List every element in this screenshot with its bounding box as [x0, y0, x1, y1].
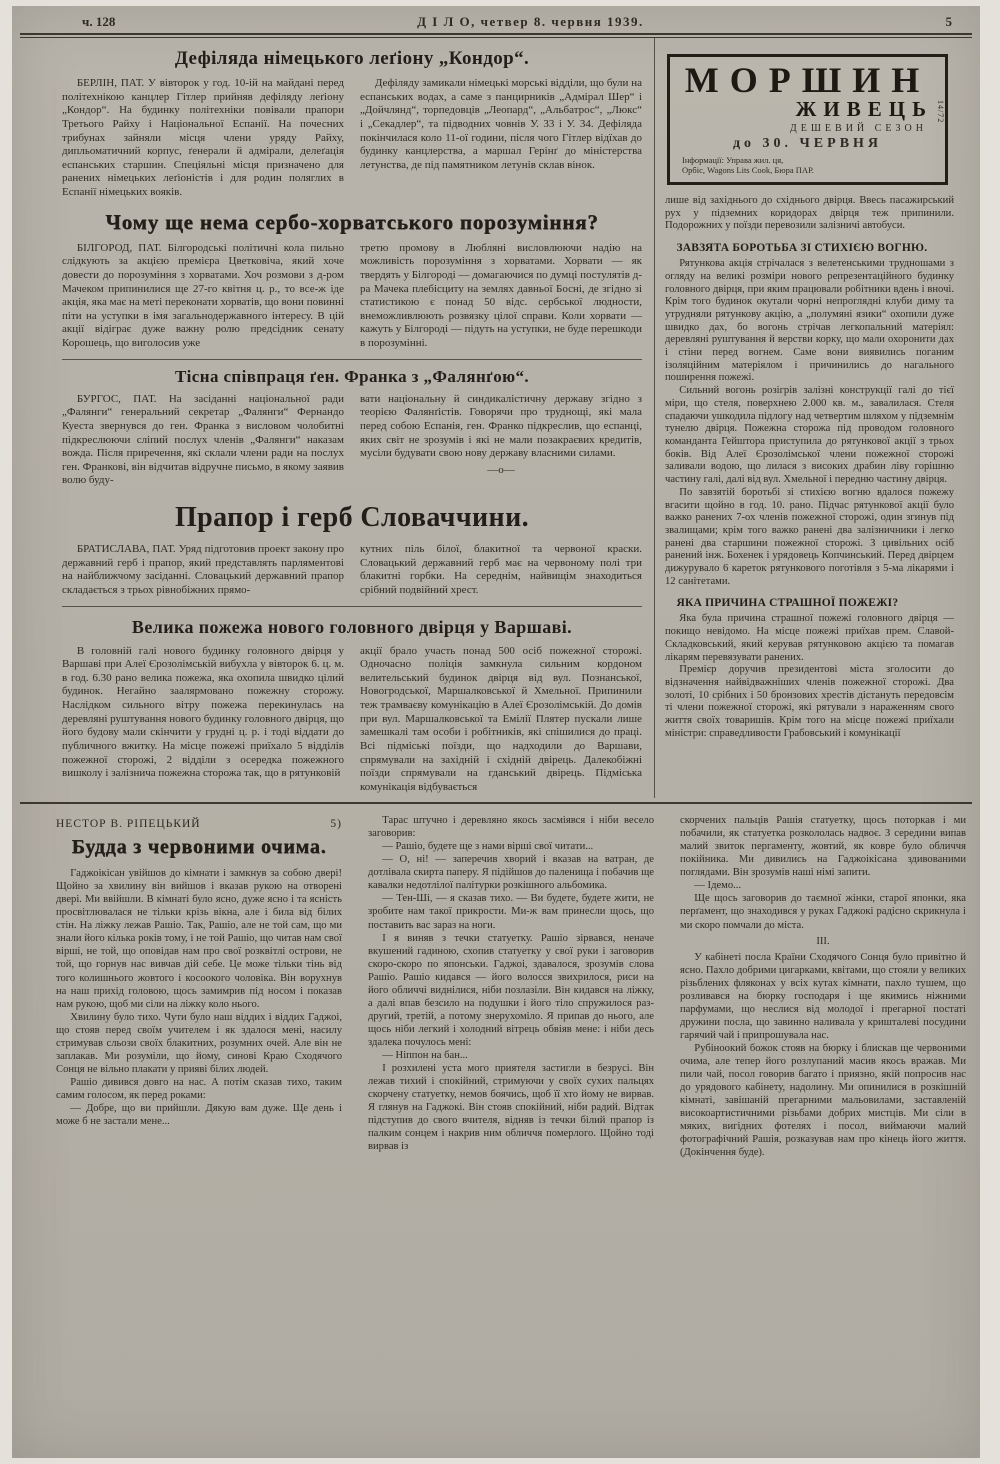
newspaper-page [12, 6, 980, 1458]
story-col3-text: скорчених пальців Рашія статуетку, щось поторкав і ми побачили, як статуетка розкололась надвоє. З середини випав малий звиток пергаменту, жовтий, як ковре було обличчя покійника. Ми дивились на Гаджоікісана здивованими поглядами. Він зрозумів наші німі запити. — Ідемо... Ще щось заговорив до таємної жінки, старої японки, яка перґамент, що знаходився у руках Гаджокі радісно скрикнула і ми скоро помчали до міста. ІІІ. У кабінеті посла Країни Сходячого Сонця було привітно й ясно. Пахло добрими цигарками, квітами, що стояли у великих різьблених фляконах у всіх кутах кімнати, пахло тушем, що розливався на бюрку господаря і ще якимись ніжними парфумами, що неслися від молодої і прегарної постаті дружини посла, що завинно наливала у кришталеві посудини гарячий чай і припрошувала нас. Рубіноокий божок стояв на бюрку і блискав ще червоними очима, але тепер його розлупаний масив якось вражав. Ми пили чай, посол говорив багато і приязно, якій попросив нас до урядового кабінету, надолину. Ми опинилися в розкішній кімнаті, завішаній прегарними мальовилами, заставленій високоартистичними різьбами добрих мистців. Ми сіли в мяких, вигідних фотелях і посол, виймаючи малий фотографічний Рашія, розказував нам про кінець його життя. (Докінчення буде). [680, 815, 966, 1158]
ad-side-number: 14/72 [936, 99, 945, 123]
article-franco [62, 359, 642, 488]
article-serb-croat-col1: БІЛГОРОД, ПАТ. Білгородські політичні кола пильно слідкують за акцією премієра Цветковіча, який хоче довести до порозуміння з хорватами. Хоч розмови з д-ром Мачеком припинилися ще 27-го квітня ц. р., то все-ж іде акція, яка має на меті переконати хорватів, що вони повинні піти на уступки в імя загальнодержавного інтересу. В цій акції відіграє дуже важну ролю предсідник сенату Корошець, що виголосив уже [62, 241, 344, 349]
story-col2 [368, 814, 654, 1158]
article-warsaw-fire-columns [62, 645, 642, 795]
fire-fight-heading: ЗАВЗЯТА БОРОТЬБА ЗІ СТИХІЄЮ ВОГНЮ. [676, 242, 928, 255]
article-slovakia [62, 502, 642, 598]
sidebar-column [654, 38, 960, 798]
article-franco-columns [62, 393, 642, 488]
article-kondor-columns [62, 77, 642, 200]
fire-cause-text: Яка була причина страшної пожежі головного двірця — покищо невідомо. На місце пожежі приїхав прем. Славой-Складковський, який керував рятунковою акцією та помагав лікарям перевязувати ранених. Премієр доручив президентові міста зголосити до відзначення найвідважніших членів пожежної сторожі. Два золоті, 10 срібних і 50 бронзових хрестів дістануть передовсім ті члени пожежної сторожі, які рятували з нараженням свого життя своїх товаришів. Крім того на місце пожежі приїхали міністри: справедливости Грабовський і комунікації [665, 613, 954, 739]
fire-cause-heading: ЯКА ПРИЧИНА СТРАШНОЇ ПОЖЕЖІ? [676, 597, 899, 610]
ad-info-line1: Інформації: Управа жил. ця, [682, 154, 784, 165]
story-title: Будда з червоними очима. [71, 836, 327, 859]
article-warsaw-fire-col1: В головній галі нового будинку головного двірця у Варшаві при Алеї Єрозолімській вибухла у вівторок 6. ц. м. в год. 6.30 рано велика пожежа, яка охопила швидко цілий будинок. Негайно заалярмовано пожежну сторожу. Наслідком сильного вітру пожежа перекинулась на деревляні руштування нового будинку головного двірця, що його будову мали скінчити у грудні ц. р. і тоді віддати до публичного вжитку. На місце пожежі приїхало 5 відділів пожежної сторожі, 2 відділи з осередка пожежного вишколу і залізнича пожежна сторожа так, що в рятунковій [62, 644, 344, 780]
story-col1-text: Гаджоікісан увійшов до кімнати і замкнув за собою двері! Щойно за хвилину він вийшов і вказав рукою на отворені двері. Ми ввійшли. В кімнаті було ясно, дуже ясно і та ясність просвітлювалася не тільки крізь вікна, але і била від білих стін. На ліжку лежав Рашіо. Так, Рашіо, але не той сам, що ми знали його кілька років тому, і не той Рашіо, що читав нам свої вірші, не той, що оповідав нам про свої розквітлі острови, не той, що горнув нас вивчав дій себе. Це може тільки тінь від того колишнього жовтого і косоокого чоловіка. Він ворухнув на наш прихід головою, щось замимрив під носом і показав нам рукою, щоб ми сіли на ліжку коло нього. Хвилину було тихо. Чути було наш віддих і віддих Гаджоі, що стояв перед своїм учителем і як здалося мені, насилу стримував сльози своїх блакитних, розумних очей. Але він не заплакав. Ми розуміли, що йому, синові Краю Сходячого Сонця не вільно плакати у прияві білих людей. Рашіо дивився довго на нас. А потім сказав тихо, таким самим голосом, як перед роками: — Добре, що ви прийшли. Дякую вам дуже. Ще день і може б не застали мене... [56, 868, 342, 1127]
ad-title: МОРШИН [684, 60, 931, 100]
article-franco-headline: Тісна співпраця ґен. Франка з „Фалянґою“. [174, 366, 530, 386]
issue-number: ч. 128 [82, 14, 116, 29]
ad-info-line2: Орбіс, Wagons Lits Cook, Бюра ПАР. [682, 165, 814, 176]
morshyn-advertisement [667, 54, 948, 185]
story-author: НЕСТОР В. РІПЕЦЬКИЙ [56, 818, 201, 831]
ad-subtitle: ЖИВЕЦЬ [795, 96, 933, 121]
article-slovakia-columns [62, 543, 642, 598]
fire-fight-text: Рятункова акція стрічалася з велетенськими трудношами з огляду на великі розміри нового репрезентаційного будинку головного двірця, при яким працювали робітники вдень і вночі. Крім того будинок окутали чорні непроглядні клуби диму та утрудняли рятункову акцію, а „полумяні язики“ охопили дуже швидко дах, бо вогонь стрічав легкопальний матеріял: деревляні руштування й верстви корку, що мали охоронити дах і стіни перед вогнем. Саме вони виявились поганим ізоляційним матеріялом і причинились до нагального поширення пожежі. Сильний вогонь розігрів залізні конструкції галі до тієї міри, що стеля, поверхнею 2.000 кв. м., завалилася. Стеля спадаючи ушкодила підлогу над четвертим шляхом у підземнім тунелю двірця. Пожежна сторожа під проводом головного команданта Гейштора приступила до рятункової акції з трьох боків. Від Алеї Єрозолімської члени пожежної сторожі заливали водою, що лилася з високих драбин ліву горішню частину галі, далі від вул. Хмельної і передню частину двірця. По завзятій боротьбі зі стихією вогню вдалося пожежу вгасити щойно в год. 10. рано. Підчас рятункової акції було важко ранених 7-ох членів пожежної сторожі, один згинув під звалищами; крім того важко ранені два залізничники і легко ранені два старшини пожежної сторожі. З цивільних осіб ранений інж. Бохенек і урядовець Копчинський. Перед двірцем дижурувало 6 кареток рятункового поготівля з 5-ма лікарями і 12 санітетами. [665, 258, 954, 587]
serial-story-section [12, 804, 980, 1158]
story-byline [56, 818, 342, 830]
masthead: Д І Л О, четвер 8. червня 1939. [417, 14, 644, 29]
story-col2-text: Тарас штучно і деревляно якось засміявся і ніби весело заговорив: — Рашіо, будете ще з нами вірші свої читати... — О, ні! — заперечив хворий і вказав на ватран, де дотлівала скирта паперу. Я підійшов до паленища і побачив ще кавалки недотлілої палітурки розкішного альбомика. — Тен-Ші, — я сказав тихо. — Ви будете, будете жити, не зробите нам такої прикрости. Ми-ж вам принесли щось, що поставить вас зараз на ноги. І я виняв з течки статуетку. Рашіо зірвався, неначе вкушений гадиною, схопив статуетку у свої руки і заговорив скоро-скоро по японськи. Гаджоі, здавалося, зрозумів слова Рашіо. Рашіо кидався — його волосся звихрилося, риси на його обличчі виднілися, ніби позлазіли. Він кидався на ліжку, а далі впав безсило на подушки і його тіло спружилося раз-другий, третій, а потому знерухоміло. Я припав до нього, але щось ніби легкий і холодний вітрець обвіяв мене: і ніби десь здалека почулось мені: — Ніппон на бан... І розхилені уста мого приятеля застигли в безрусі. Він лежав тихий і спокійний, стримуючи у своїх сухих пальцях скорчену статуетку, немов боячись, щоб її хто йому не вирвав. Я глянув на Гаджокі. Він стояв спокійний, ніби радий. Відтак підступив до свого вчителя, відняв із течки білий прапор із палким сонцем і накрив ним обличчя померлого. Щойно тоді вирвав із [368, 815, 654, 1152]
article-franco-col1: БУРГОС, ПАТ. На засіданні національної ради „Фалянги“ генеральний секретар „Фалянги“ Фернандо Куеста звернувся до ген. Франка з висловом чолобитні підкреслюючи сліпий послух членів „Фалянги“ наказам вожда. Після приречення, які склали члени ради на послух ген. Франкові, він відчитав відручне письмо, в якому заявив волю буду- [62, 392, 344, 487]
story-col3 [680, 814, 966, 1158]
article-warsaw-fire-col2: акції брало участь понад 500 осіб пожежної сторожі. Одночасно поліція замкнула сильним кордоном велительський будинок двірця від вул. Познанської, Новогродської, Маршалковської й Хмельної. Припинили теж трамваєву комунікацію в Алеї Єрозолімській. До домів при вул. Маршалковської та Емілії Плятер пускали лише замешкалі там особи і робітників, які спішилися до праці. Всі підміські поїзди, що надходили до Варшави, спрямували на західній і східній двірець. Далекобіжні поїзди спрямували на гданський двірець. Підміська комунікація відбувається [360, 644, 642, 793]
article-kondor-headline: Дефіляда німецького леґіону „Кондор“. [174, 48, 530, 69]
article-kondor-col2: Дефіляду замикали німецькі морські відділи, що були на еспанських водах, а саме з панцирників „Адмірал Шер“ і „Дойчлянд“, торпедовців „Леопард“, „Альбатрос“, „Люкс“ і „Секадлер“, та підводних човнів У. 33 і У. 34. Дефіляда покінчилася коло 11-ої години, після чого Гітлер відїхав до будинку канцлерства, а маршал Герінґ до міністерства летунства, де під памятником летунів склав вінок. [360, 77, 642, 171]
ad-season-label: ДЕШЕВИЙ СЕЗОН [789, 122, 927, 134]
article-slovakia-col1: БРАТИСЛАВА, ПАТ. Уряд підготовив проект закону про державний герб і прапор, який представлять парляментові на найближчому засіданні. Словацький державний прапор складається з трьох рівнобіжних прямо- [62, 543, 344, 596]
article-franco-col2: вати національну й синдикалістичну державу згідно з теорією Фалянґістів. Говорячи про труднощі, які мала перед собою Еспанія, ген. Франко підкреслив, що еспанці, яких світ не зрозумів і які не мали позакраєвих кредитів, мусіли будувати свою нову державу власними силами. —о— [360, 392, 642, 476]
page-number: 5 [945, 14, 952, 29]
main-content [12, 38, 980, 798]
article-warsaw-fire [62, 606, 642, 795]
article-slovakia-headline: Прапор і герб Словаччини. [174, 502, 530, 533]
article-serb-croat-col2: третю промову в Любляні висловлюючи надію на можливість порозуміння з хорватами. Хорвати — як твердять у Білгороді — домагаючися по думці постулятів д-ра Мачека плебісциту на землях давньої Босні, де згідно зі статистикою є понад 50 відс. сербської людности, внеможливлюють розвязку цілої справи. Коли хорвати — кажуть у Білгороді — підуть на уступки, не буде перешкоди в порозумінні. [360, 241, 642, 349]
article-kondor [62, 48, 642, 200]
sidebar-continuation-text: лише від західнього до східнього двірця. Ввесь пасажирський рух у підземних коридорах двірця теж припинили. Подорожних у поїзди перевозили залізничі автобуси. [665, 195, 954, 232]
article-serb-croat-columns [62, 242, 642, 351]
article-slovakia-col2: кутних піль білої, блакитної та червоної краски. Словацький державний герб має на червоному полі три блакитні горбки. На середнім, найвищім знаходиться срібний подвійний хрест. [360, 543, 642, 596]
page-header [12, 6, 980, 33]
article-serb-croat [62, 210, 642, 351]
article-serb-croat-headline: Чому ще нема сербо-хорватського порозуміння? [105, 209, 599, 234]
story-part-number: 5) [330, 818, 342, 831]
ad-date-label: до 30. ЧЕРВНЯ [732, 135, 883, 151]
story-col1 [56, 814, 342, 1158]
article-area [62, 38, 654, 798]
article-kondor-col1: БЕРЛІН, ПАТ. У вівторок у год. 10-ій на майдані перед політехнікою канцлер Гітлер прийняв дефіляду леґіону „Кондор“. На будинку політехніки повівали прапори Третього Райху і Національної Еспанії. На почесних трибунах зайняли місця члени уряду Райху, дипльоматичний корпус, ґенерали й адмірали, делеґація еспанських старшин. Спеціяльні місця призначено для ранених німецьких леґіоністів і для родин поляглих в Еспанії німецьких вояків. [62, 77, 344, 198]
article-warsaw-fire-headline: Велика пожежа нового головного двірця у Варшаві. [131, 616, 573, 637]
